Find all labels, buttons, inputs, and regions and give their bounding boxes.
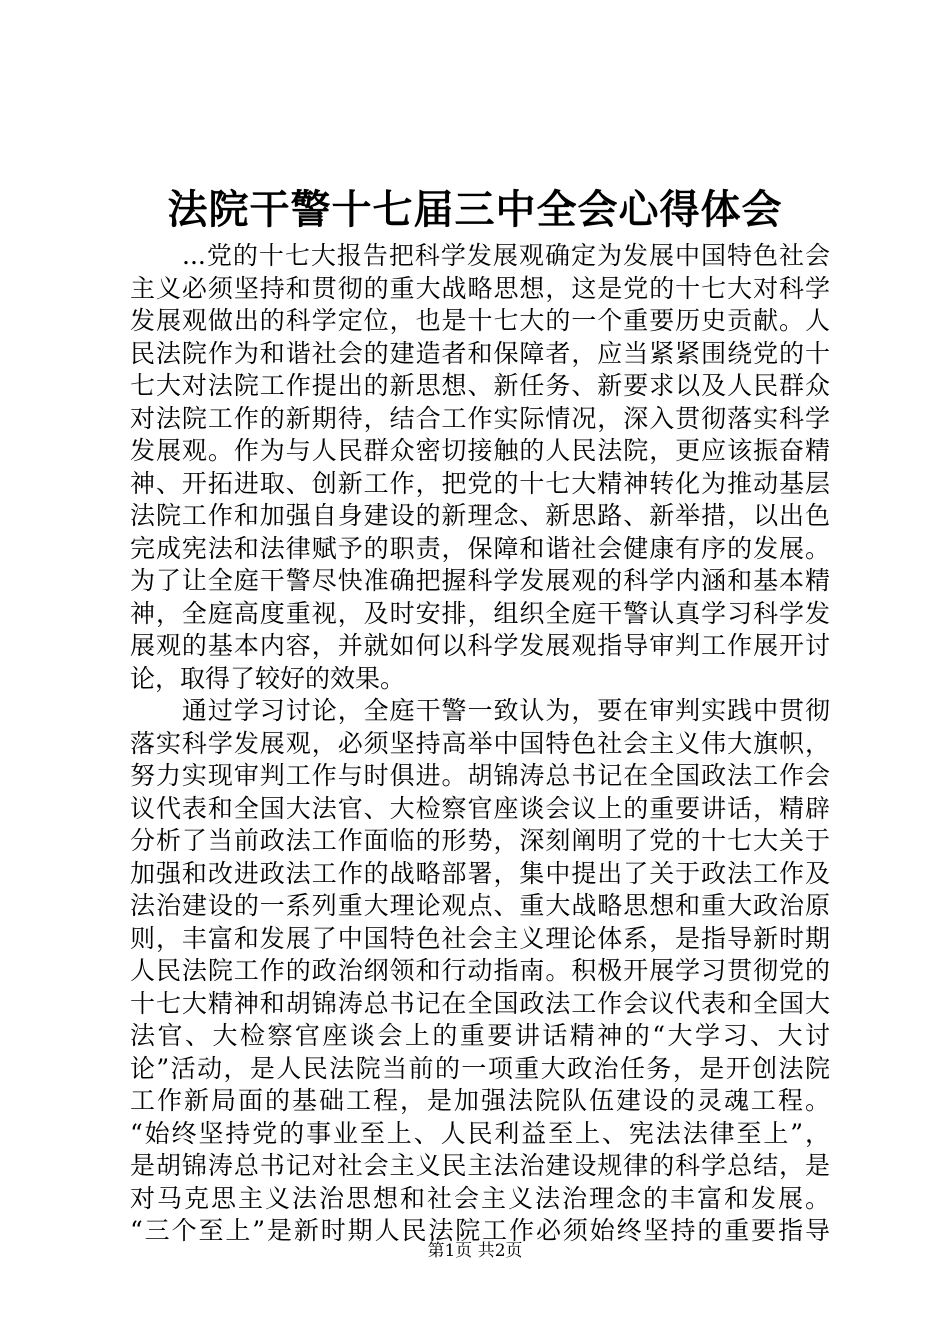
body-line: 法治建设的一系列重大理论观点、重大战略思想和重大政治原 <box>130 891 830 920</box>
body-line: 神、开拓进取、创新工作，把党的十七大精神转化为推动基层 <box>130 468 830 498</box>
body-line: 落实科学发展观，必须坚持高举中国特色社会主义伟大旗帜， <box>130 728 830 758</box>
body-line: 对马克思主义法治思想和社会主义法治理念的丰富和发展。 <box>130 1183 830 1213</box>
body-line: 论”活动，是人民法院当前的一项重大政治任务，是开创法院 <box>130 1053 830 1083</box>
body-line: 发展观做出的科学定位，也是十七大的一个重要历史贡献。人 <box>130 306 830 335</box>
body-line: 展观的基本内容，并就如何以科学发展观指导审判工作展开讨 <box>130 631 830 660</box>
body-line: 法官、大检察官座谈会上的重要讲话精神的“大学习、大讨 <box>130 1021 830 1050</box>
body-line: 通过学习讨论，全庭干警一致认为，要在审判实践中贯彻 <box>130 696 830 725</box>
body-line: 七大对法院工作提出的新思想、新任务、新要求以及人民群众 <box>130 371 830 400</box>
body-line: 议代表和全国大法官、大检察官座谈会议上的重要讲话，精辟 <box>130 793 830 823</box>
body-line: 对法院工作的新期待，结合工作实际情况，深入贯彻落实科学 <box>130 403 830 433</box>
body-line: “始终坚持党的事业至上、人民利益至上、宪法法律至上”， <box>130 1118 830 1148</box>
body-line: 加强和改进政法工作的战略部署，集中提出了关于政法工作及 <box>130 858 830 888</box>
body-line: 则，丰富和发展了中国特色社会主义理论体系，是指导新时期 <box>130 923 830 953</box>
body-line: 发展观。作为与人民群众密切接触的人民法院，更应该振奋精 <box>130 436 830 465</box>
body-line: 人民法院工作的政治纲领和行动指南。积极开展学习贯彻党的 <box>130 956 830 985</box>
body-line: 为了让全庭干警尽快准确把握科学发展观的科学内涵和基本精 <box>130 566 830 595</box>
body-line: 法院工作和加强自身建设的新理念、新思路、新举措，以出色 <box>130 501 830 530</box>
body-line: 努力实现审判工作与时俱进。胡锦涛总书记在全国政法工作会 <box>130 761 830 790</box>
body-line: 是胡锦涛总书记对社会主义民主法治建设规律的科学总结，是 <box>130 1151 830 1180</box>
body-line: 工作新局面的基础工程，是加强法院队伍建设的灵魂工程。 <box>130 1086 830 1115</box>
body-line: 完成宪法和法律赋予的职责，保障和谐社会健康有序的发展。 <box>130 533 830 563</box>
body-line: 民法院作为和谐社会的建造者和保障者，应当紧紧围绕党的十 <box>130 338 830 368</box>
body-line: 分析了当前政法工作面临的形势，深刻阐明了党的十七大关于 <box>130 826 830 855</box>
page-number-footer: 第1页 共2页 <box>427 1241 523 1261</box>
body-line: “三个至上”是新时期人民法院工作必须始终坚持的重要指导 <box>130 1216 830 1245</box>
document-title: 法院干警十七届三中全会心得体会 <box>167 186 783 233</box>
body-line: 十七大精神和胡锦涛总书记在全国政法工作会议代表和全国大 <box>130 988 830 1018</box>
body-line: ...党的十七大报告把科学发展观确定为发展中国特色社会 <box>130 241 830 270</box>
body-line: 神，全庭高度重视，及时安排，组织全庭干警认真学习科学发 <box>130 598 830 628</box>
body-line: 论，取得了较好的效果。 <box>130 663 406 693</box>
document-body <box>130 240 830 1248</box>
body-line: 主义必须坚持和贯彻的重大战略思想，这是党的十七大对科学 <box>130 273 830 303</box>
